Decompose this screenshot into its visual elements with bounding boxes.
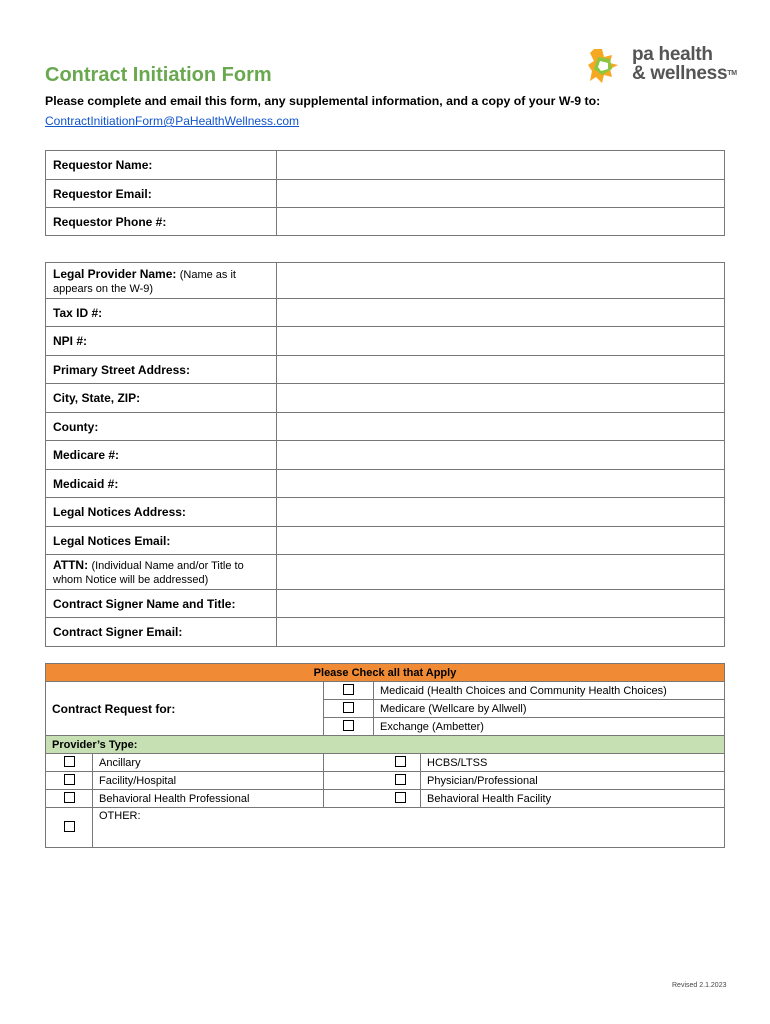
- submission-email-link[interactable]: ContractInitiationForm@PaHealthWellness.com: [45, 114, 300, 128]
- legal-name-note: (Name as it appears on the W-9): [53, 268, 236, 295]
- hcbs-checkbox[interactable]: [324, 754, 421, 772]
- bh-professional-checkbox[interactable]: [46, 790, 93, 808]
- medicare-label: Medicare #:: [46, 441, 277, 470]
- ancillary-checkbox[interactable]: [46, 754, 93, 772]
- contract-signer-name-field[interactable]: [277, 590, 725, 618]
- legal-provider-name-label: [46, 263, 277, 299]
- legal-notices-email-label: Legal Notices Email:: [46, 527, 277, 555]
- requestor-table: [45, 150, 725, 236]
- other-field[interactable]: [93, 808, 725, 848]
- requestor-phone-label: Requestor Phone #:: [46, 208, 277, 236]
- other-label: OTHER:: [99, 810, 141, 822]
- bh-facility-checkbox[interactable]: [324, 790, 421, 808]
- legal-provider-name-field[interactable]: [277, 263, 725, 299]
- provider-table: [45, 262, 725, 647]
- logo-line1: pa health: [632, 44, 713, 65]
- medicaid-checkbox[interactable]: [324, 682, 374, 700]
- npi-field[interactable]: [277, 327, 725, 356]
- legal-notices-email-field[interactable]: [277, 527, 725, 555]
- bh-facility-option: Behavioral Health Facility: [421, 790, 725, 808]
- exchange-checkbox[interactable]: [324, 718, 374, 736]
- checkbox-icon: [343, 702, 354, 713]
- checkbox-icon: [64, 821, 75, 832]
- provider-type-header: Provider’s Type:: [46, 736, 725, 754]
- attn-field[interactable]: [277, 555, 725, 590]
- tax-id-field[interactable]: [277, 299, 725, 327]
- checklist-table: [45, 663, 725, 848]
- county-label: County:: [46, 413, 277, 441]
- city-state-zip-field[interactable]: [277, 384, 725, 413]
- hcbs-option: HCBS/LTSS: [421, 754, 725, 772]
- tax-id-label: Tax ID #:: [46, 299, 277, 327]
- legal-name-label-text: Legal Provider Name:: [53, 266, 177, 281]
- facility-option: Facility/Hospital: [93, 772, 324, 790]
- street-address-label: Primary Street Address:: [46, 356, 277, 384]
- contract-signer-name-label: Contract Signer Name and Title:: [46, 590, 277, 618]
- checkbox-icon: [64, 774, 75, 785]
- requestor-name-label: Requestor Name:: [46, 151, 277, 180]
- checkbox-icon: [343, 684, 354, 695]
- medicaid-field[interactable]: [277, 470, 725, 498]
- exchange-option: Exchange (Ambetter): [374, 718, 725, 736]
- checkbox-icon: [64, 756, 75, 767]
- medicare-option: Medicare (Wellcare by Allwell): [374, 700, 725, 718]
- page-title: Contract Initiation Form: [45, 64, 272, 86]
- instructions: Please complete and email this form, any supplemental information, and a copy of your W-9 to:: [45, 94, 601, 108]
- checkbox-icon: [343, 720, 354, 731]
- logo-line2: & wellness: [632, 63, 728, 84]
- medicare-field[interactable]: [277, 441, 725, 470]
- logo-text: [632, 45, 737, 83]
- legal-notices-address-field[interactable]: [277, 498, 725, 527]
- requestor-phone-field[interactable]: [277, 208, 725, 236]
- check-all-header: Please Check all that Apply: [46, 664, 725, 682]
- physician-checkbox[interactable]: [324, 772, 421, 790]
- checkbox-icon: [64, 792, 75, 803]
- attn-note: (Individual Name and/or Title to whom Notice will be addressed): [53, 560, 244, 586]
- requestor-name-field[interactable]: [277, 151, 725, 180]
- medicaid-option: Medicaid (Health Choices and Community Health Choices): [374, 682, 725, 700]
- city-state-zip-label: City, State, ZIP:: [46, 384, 277, 413]
- logo-tm: TM: [727, 70, 737, 77]
- requestor-email-field[interactable]: [277, 180, 725, 208]
- contract-request-label: Contract Request for:: [46, 682, 324, 736]
- contract-signer-email-field[interactable]: [277, 618, 725, 647]
- checkbox-icon: [395, 774, 406, 785]
- contract-signer-email-label: Contract Signer Email:: [46, 618, 277, 647]
- legal-notices-address-label: Legal Notices Address:: [46, 498, 277, 527]
- facility-checkbox[interactable]: [46, 772, 93, 790]
- other-checkbox[interactable]: [46, 808, 93, 848]
- ancillary-option: Ancillary: [93, 754, 324, 772]
- bh-professional-option: Behavioral Health Professional: [93, 790, 324, 808]
- npi-label: NPI #:: [46, 327, 277, 356]
- medicare-checkbox[interactable]: [324, 700, 374, 718]
- requestor-email-label: Requestor Email:: [46, 180, 277, 208]
- checkbox-icon: [395, 792, 406, 803]
- attn-label-text: ATTN:: [53, 558, 89, 572]
- attn-label: [46, 555, 277, 590]
- medicaid-label: Medicaid #:: [46, 470, 277, 498]
- checkbox-icon: [395, 756, 406, 767]
- street-address-field[interactable]: [277, 356, 725, 384]
- physician-option: Physician/Professional: [421, 772, 725, 790]
- county-field[interactable]: [277, 413, 725, 441]
- revised-date: Revised 2.1.2023: [672, 982, 727, 989]
